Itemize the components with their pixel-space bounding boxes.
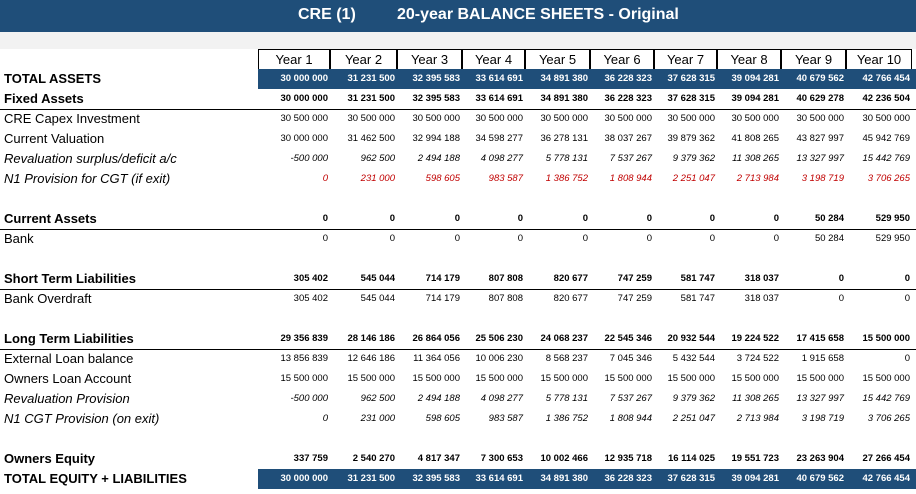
value-cell[interactable] — [654, 429, 717, 449]
value-cell[interactable]: 34 891 380 — [540, 73, 588, 84]
value-cell[interactable]: 0 — [904, 353, 910, 364]
value-cell[interactable]: 15 500 000 — [862, 333, 910, 344]
value-cell[interactable]: 15 500 000 — [862, 373, 910, 384]
value-cell[interactable] — [462, 429, 525, 449]
value-cell[interactable]: 32 395 583 — [412, 473, 460, 484]
value-cell[interactable]: 820 677 — [553, 293, 588, 304]
value-cell[interactable] — [781, 309, 846, 329]
value-cell[interactable]: 5 432 544 — [672, 353, 715, 364]
year-header-row — [0, 49, 916, 69]
row-label[interactable]: N1 Provision for CGT (if exit) — [4, 171, 171, 186]
value-cell[interactable]: 983 587 — [488, 413, 523, 424]
value-cell[interactable] — [462, 189, 525, 209]
year-header-5[interactable]: Year 5 — [525, 49, 590, 69]
value-cell[interactable]: 318 037 — [744, 293, 779, 304]
row-spacer — [0, 309, 916, 329]
value-cell[interactable] — [397, 429, 462, 449]
value-cell[interactable]: 0 — [646, 233, 652, 244]
value-cell[interactable]: 714 179 — [425, 293, 460, 304]
value-cell[interactable]: 16 114 025 — [667, 453, 715, 464]
value-cell[interactable]: 2 713 984 — [736, 173, 779, 184]
row-label[interactable]: External Loan balance — [4, 351, 134, 366]
value-cell[interactable] — [654, 249, 717, 269]
value-cell[interactable]: -500 000 — [290, 393, 328, 404]
value-cell[interactable]: 529 950 — [875, 233, 910, 244]
value-cell[interactable]: 50 284 — [814, 233, 844, 244]
value-cell[interactable] — [258, 189, 330, 209]
value-cell[interactable]: 20 932 544 — [667, 333, 715, 344]
value-cell[interactable]: 13 856 839 — [280, 353, 328, 364]
value-cell[interactable]: 23 263 904 — [796, 453, 844, 464]
value-cell[interactable]: 0 — [904, 293, 910, 304]
row-label[interactable]: Bank — [4, 231, 34, 246]
value-cell[interactable]: 15 500 000 — [540, 373, 588, 384]
value-cell[interactable]: 0 — [646, 213, 652, 224]
value-cell[interactable] — [330, 249, 397, 269]
value-cell[interactable]: 0 — [709, 213, 715, 224]
value-cell[interactable]: 4 098 277 — [480, 393, 523, 404]
row-external-loan-balance — [0, 349, 916, 369]
value-cell[interactable] — [258, 249, 330, 269]
value-cell[interactable]: 0 — [389, 213, 395, 224]
value-cell[interactable]: 0 — [838, 293, 844, 304]
value-cell[interactable]: 36 278 131 — [540, 133, 588, 144]
value-cell[interactable]: 30 500 000 — [604, 113, 652, 124]
value-cell[interactable]: 12 646 186 — [347, 353, 395, 364]
row-label[interactable] — [4, 189, 256, 209]
value-cell[interactable]: 28 146 186 — [347, 333, 395, 344]
value-cell[interactable]: 15 500 000 — [280, 373, 328, 384]
row-bank — [0, 229, 916, 249]
value-cell[interactable]: 337 759 — [293, 453, 328, 464]
value-cell[interactable]: 1 808 944 — [609, 173, 652, 184]
value-cell[interactable] — [846, 249, 912, 269]
row-fixed-assets — [0, 89, 916, 110]
value-cell[interactable]: 34 891 380 — [540, 473, 588, 484]
value-cell[interactable]: 581 747 — [680, 293, 715, 304]
value-cell[interactable]: 2 494 188 — [417, 393, 460, 404]
value-cell[interactable]: 45 942 769 — [862, 133, 910, 144]
value-cell[interactable] — [717, 189, 781, 209]
value-cell[interactable]: 0 — [454, 213, 460, 224]
row-label[interactable]: TOTAL ASSETS — [0, 69, 258, 89]
row-long-term-liabilities — [0, 329, 916, 350]
year-header-10[interactable]: Year 10 — [846, 49, 912, 69]
value-cell[interactable] — [525, 189, 590, 209]
value-cell[interactable] — [258, 429, 330, 449]
value-cell[interactable]: 2 494 188 — [417, 153, 460, 164]
value-cell[interactable]: 37 628 315 — [667, 473, 715, 484]
value-cell[interactable]: 4 817 347 — [417, 453, 460, 464]
value-cell[interactable]: 3 198 719 — [801, 413, 844, 424]
value-cell[interactable]: 2 540 270 — [352, 453, 395, 464]
value-cell[interactable]: 10 006 230 — [475, 353, 523, 364]
value-cell[interactable]: 747 259 — [617, 273, 652, 284]
row-total-assets — [0, 69, 916, 89]
value-cell[interactable]: 7 537 267 — [609, 153, 652, 164]
value-cell[interactable]: 37 628 315 — [667, 73, 715, 84]
value-cell[interactable]: -500 000 — [290, 153, 328, 164]
value-cell[interactable]: 15 500 000 — [731, 373, 779, 384]
value-cell[interactable]: 231 000 — [360, 413, 395, 424]
row-label[interactable]: CRE Capex Investment — [4, 111, 140, 126]
value-cell[interactable]: 5 778 131 — [545, 393, 588, 404]
value-cell[interactable] — [590, 249, 654, 269]
value-cell[interactable]: 318 037 — [744, 273, 779, 284]
value-cell[interactable] — [397, 309, 462, 329]
year-header-8[interactable]: Year 8 — [717, 49, 781, 69]
value-cell[interactable]: 19 551 723 — [731, 453, 779, 464]
value-cell[interactable]: 1 808 944 — [609, 413, 652, 424]
value-cell[interactable] — [590, 189, 654, 209]
value-cell[interactable]: 42 236 504 — [862, 93, 910, 104]
row-label[interactable]: Owners Loan Account — [4, 371, 132, 386]
value-cell[interactable]: 13 327 997 — [796, 393, 844, 404]
value-cell[interactable]: 31 462 500 — [347, 133, 395, 144]
value-cell[interactable]: 3 724 522 — [736, 353, 779, 364]
value-cell[interactable] — [330, 309, 397, 329]
value-cell[interactable]: 1 386 752 — [545, 173, 588, 184]
row-short-term-liabilities — [0, 269, 916, 290]
value-cell[interactable] — [717, 309, 781, 329]
value-cell[interactable]: 0 — [517, 233, 523, 244]
value-cell[interactable]: 15 500 000 — [475, 373, 523, 384]
value-cell[interactable]: 529 950 — [875, 213, 910, 224]
value-cell[interactable]: 0 — [389, 233, 395, 244]
value-cell[interactable]: 30 500 000 — [667, 113, 715, 124]
value-cell[interactable]: 25 506 230 — [475, 333, 523, 344]
value-cell[interactable]: 807 808 — [488, 293, 523, 304]
value-cell[interactable] — [717, 249, 781, 269]
value-cell[interactable]: 12 935 718 — [604, 453, 652, 464]
value-cell[interactable]: 0 — [322, 233, 328, 244]
value-cell[interactable]: 31 231 500 — [347, 93, 395, 104]
value-cell[interactable]: 30 500 000 — [540, 113, 588, 124]
value-cell[interactable]: 545 044 — [360, 273, 395, 284]
value-cell[interactable]: 10 002 466 — [540, 453, 588, 464]
value-cell[interactable]: 3 706 265 — [867, 413, 910, 424]
value-cell[interactable]: 36 228 323 — [604, 473, 652, 484]
value-cell[interactable]: 42 766 454 — [862, 473, 910, 484]
value-cell[interactable]: 983 587 — [488, 173, 523, 184]
value-cell[interactable]: 34 891 380 — [540, 93, 588, 104]
row-label[interactable]: Long Term Liabilities — [4, 331, 134, 346]
value-cell[interactable] — [846, 189, 912, 209]
value-cell[interactable]: 43 827 997 — [796, 133, 844, 144]
value-cell[interactable]: 19 224 522 — [731, 333, 779, 344]
year-header-3[interactable]: Year 3 — [397, 49, 462, 69]
value-cell[interactable]: 39 094 281 — [731, 93, 779, 104]
value-cell[interactable]: 30 500 000 — [412, 113, 460, 124]
value-cell[interactable]: 807 808 — [488, 273, 523, 284]
value-cell[interactable]: 39 094 281 — [731, 473, 779, 484]
value-cell[interactable] — [462, 309, 525, 329]
value-cell[interactable]: 15 500 000 — [667, 373, 715, 384]
value-cell[interactable] — [525, 249, 590, 269]
value-cell[interactable]: 29 356 839 — [280, 333, 328, 344]
value-cell[interactable]: 305 402 — [293, 273, 328, 284]
value-cell[interactable] — [525, 429, 590, 449]
value-cell[interactable]: 33 614 691 — [475, 73, 523, 84]
value-cell[interactable]: 42 766 454 — [862, 73, 910, 84]
value-cell[interactable] — [397, 249, 462, 269]
value-cell[interactable] — [330, 429, 397, 449]
row-current-assets — [0, 209, 916, 230]
row-total-equity-liabilities — [0, 469, 916, 489]
value-cell[interactable]: 30 500 000 — [280, 113, 328, 124]
value-cell[interactable]: 2 251 047 — [672, 173, 715, 184]
value-cell[interactable]: 30 000 000 — [280, 133, 328, 144]
value-cell[interactable]: 33 614 691 — [475, 473, 523, 484]
value-cell[interactable]: 40 629 278 — [796, 93, 844, 104]
value-cell[interactable]: 0 — [904, 273, 910, 284]
value-cell[interactable]: 0 — [454, 233, 460, 244]
value-cell[interactable]: 7 045 346 — [609, 353, 652, 364]
row-bank-overdraft — [0, 289, 916, 309]
row-spacer — [0, 249, 916, 269]
value-cell[interactable]: 598 605 — [425, 413, 460, 424]
value-cell[interactable]: 30 500 000 — [796, 113, 844, 124]
value-cell[interactable]: 0 — [838, 273, 844, 284]
value-cell[interactable] — [330, 189, 397, 209]
year-header-4[interactable]: Year 4 — [462, 49, 525, 69]
value-cell[interactable] — [781, 189, 846, 209]
row-label[interactable] — [4, 309, 256, 329]
row-label[interactable]: Current Valuation — [4, 131, 105, 146]
value-cell[interactable]: 31 231 500 — [347, 473, 395, 484]
value-cell[interactable]: 13 327 997 — [796, 153, 844, 164]
value-cell[interactable]: 34 598 277 — [475, 133, 523, 144]
value-cell[interactable]: 26 864 056 — [412, 333, 460, 344]
row-owners-loan-account — [0, 369, 916, 389]
value-cell[interactable]: 32 994 188 — [412, 133, 460, 144]
value-cell[interactable]: 36 228 323 — [604, 93, 652, 104]
row-current-valuation — [0, 129, 916, 149]
value-cell[interactable]: 2 713 984 — [736, 413, 779, 424]
value-cell[interactable] — [781, 249, 846, 269]
row-label[interactable]: TOTAL EQUITY + LIABILITIES — [0, 469, 258, 489]
value-cell[interactable]: 39 094 281 — [731, 73, 779, 84]
value-cell[interactable]: 962 500 — [360, 153, 395, 164]
value-cell[interactable]: 0 — [773, 213, 779, 224]
value-cell[interactable] — [397, 189, 462, 209]
value-cell[interactable] — [654, 189, 717, 209]
value-cell[interactable]: 15 442 769 — [862, 153, 910, 164]
value-cell[interactable]: 747 259 — [617, 293, 652, 304]
value-cell[interactable]: 9 379 362 — [672, 153, 715, 164]
year-header-7[interactable]: Year 7 — [654, 49, 717, 69]
value-cell[interactable]: 30 000 000 — [280, 93, 328, 104]
value-cell[interactable]: 22 545 346 — [604, 333, 652, 344]
value-cell[interactable]: 4 098 277 — [480, 153, 523, 164]
value-cell[interactable]: 30 000 000 — [280, 473, 328, 484]
value-cell[interactable]: 0 — [322, 413, 328, 424]
value-cell[interactable]: 0 — [322, 213, 328, 224]
year-header-6[interactable]: Year 6 — [590, 49, 654, 69]
value-cell[interactable]: 50 284 — [814, 213, 844, 224]
value-cell[interactable]: 598 605 — [425, 173, 460, 184]
value-cell[interactable]: 0 — [773, 233, 779, 244]
value-cell[interactable]: 305 402 — [293, 293, 328, 304]
value-cell[interactable]: 15 500 000 — [796, 373, 844, 384]
row-revaluation-surplus-deficit-a-c — [0, 149, 916, 169]
value-cell[interactable] — [846, 429, 912, 449]
value-cell[interactable]: 30 500 000 — [475, 113, 523, 124]
value-cell[interactable]: 36 228 323 — [604, 73, 652, 84]
row-spacer — [0, 189, 916, 209]
value-cell[interactable]: 30 500 000 — [862, 113, 910, 124]
year-header-9[interactable]: Year 9 — [781, 49, 846, 69]
row-n1-provision-for-cgt-if-exit — [0, 169, 916, 189]
row-owners-equity — [0, 449, 916, 470]
row-label[interactable]: Current Assets — [4, 211, 97, 226]
value-cell[interactable]: 15 500 000 — [604, 373, 652, 384]
value-cell[interactable]: 32 395 583 — [412, 93, 460, 104]
value-cell[interactable]: 40 679 562 — [796, 73, 844, 84]
value-cell[interactable]: 38 037 267 — [604, 133, 652, 144]
row-cre-capex-investment — [0, 109, 916, 129]
value-cell[interactable] — [590, 309, 654, 329]
row-label[interactable] — [4, 249, 256, 269]
value-cell[interactable]: 15 500 000 — [347, 373, 395, 384]
value-cell[interactable]: 33 614 691 — [475, 93, 523, 104]
value-cell[interactable] — [846, 309, 912, 329]
row-label[interactable]: Bank Overdraft — [4, 291, 92, 306]
value-cell[interactable] — [590, 429, 654, 449]
value-cell[interactable]: 32 395 583 — [412, 73, 460, 84]
value-cell[interactable]: 7 300 653 — [480, 453, 523, 464]
row-spacer — [0, 429, 916, 449]
row-label[interactable]: Revaluation surplus/deficit a/c — [4, 151, 177, 166]
value-cell[interactable] — [781, 429, 846, 449]
value-cell[interactable]: 2 251 047 — [672, 413, 715, 424]
value-cell[interactable]: 9 379 362 — [672, 393, 715, 404]
value-cell[interactable]: 11 364 056 — [413, 353, 460, 364]
value-cell[interactable] — [525, 309, 590, 329]
value-cell[interactable]: 581 747 — [680, 273, 715, 284]
value-cell[interactable]: 11 308 265 — [732, 153, 779, 164]
value-cell[interactable]: 30 500 000 — [347, 113, 395, 124]
value-cell[interactable]: 7 537 267 — [609, 393, 652, 404]
row-label[interactable] — [4, 429, 256, 449]
value-cell[interactable]: 8 568 237 — [545, 353, 588, 364]
value-cell[interactable]: 1 386 752 — [545, 413, 588, 424]
value-cell[interactable]: 0 — [582, 213, 588, 224]
value-cell[interactable]: 17 415 658 — [796, 333, 844, 344]
model-name: CRE (1) — [298, 6, 356, 23]
value-cell[interactable]: 31 231 500 — [347, 73, 395, 84]
value-cell[interactable]: 37 628 315 — [667, 93, 715, 104]
value-cell[interactable]: 41 808 265 — [731, 133, 779, 144]
value-cell[interactable]: 3 198 719 — [801, 173, 844, 184]
value-cell[interactable]: 1 915 658 — [801, 353, 844, 364]
row-revaluation-provision — [0, 389, 916, 409]
spacer-band — [0, 32, 916, 49]
value-cell[interactable]: 714 179 — [425, 273, 460, 284]
value-cell[interactable]: 820 677 — [553, 273, 588, 284]
row-label[interactable]: N1 CGT Provision (on exit) — [4, 411, 160, 426]
row-label[interactable]: Short Term Liabilities — [4, 271, 136, 286]
value-cell[interactable]: 3 706 265 — [867, 173, 910, 184]
value-cell[interactable]: 962 500 — [360, 393, 395, 404]
value-cell[interactable]: 27 266 454 — [862, 453, 910, 464]
year-header-2[interactable]: Year 2 — [330, 49, 397, 69]
value-cell[interactable] — [258, 309, 330, 329]
value-cell[interactable]: 30 500 000 — [731, 113, 779, 124]
year-header-1[interactable]: Year 1 — [258, 49, 330, 69]
sheet-title: 20-year BALANCE SHEETS - Original — [397, 6, 679, 23]
value-cell[interactable]: 231 000 — [360, 173, 395, 184]
row-n1-cgt-provision-on-exit — [0, 409, 916, 429]
sheet-title-bar — [0, 0, 916, 32]
value-cell[interactable] — [654, 309, 717, 329]
value-cell[interactable]: 0 — [709, 233, 715, 244]
value-cell[interactable]: 15 500 000 — [412, 373, 460, 384]
row-label[interactable]: Fixed Assets — [4, 91, 84, 106]
value-cell[interactable] — [717, 429, 781, 449]
value-cell[interactable] — [462, 249, 525, 269]
value-cell[interactable]: 40 679 562 — [796, 473, 844, 484]
value-cell[interactable]: 24 068 237 — [540, 333, 588, 344]
value-cell[interactable]: 545 044 — [360, 293, 395, 304]
row-label[interactable]: Owners Equity — [4, 451, 96, 466]
value-cell[interactable]: 0 — [322, 173, 328, 184]
value-cell[interactable]: 11 308 265 — [732, 393, 779, 404]
row-label[interactable]: Revaluation Provision — [4, 391, 130, 406]
value-cell[interactable]: 5 778 131 — [545, 153, 588, 164]
value-cell[interactable]: 30 000 000 — [280, 73, 328, 84]
value-cell[interactable]: 15 442 769 — [862, 393, 910, 404]
value-cell[interactable]: 39 879 362 — [667, 133, 715, 144]
value-cell[interactable]: 0 — [582, 233, 588, 244]
value-cell[interactable]: 0 — [517, 213, 523, 224]
